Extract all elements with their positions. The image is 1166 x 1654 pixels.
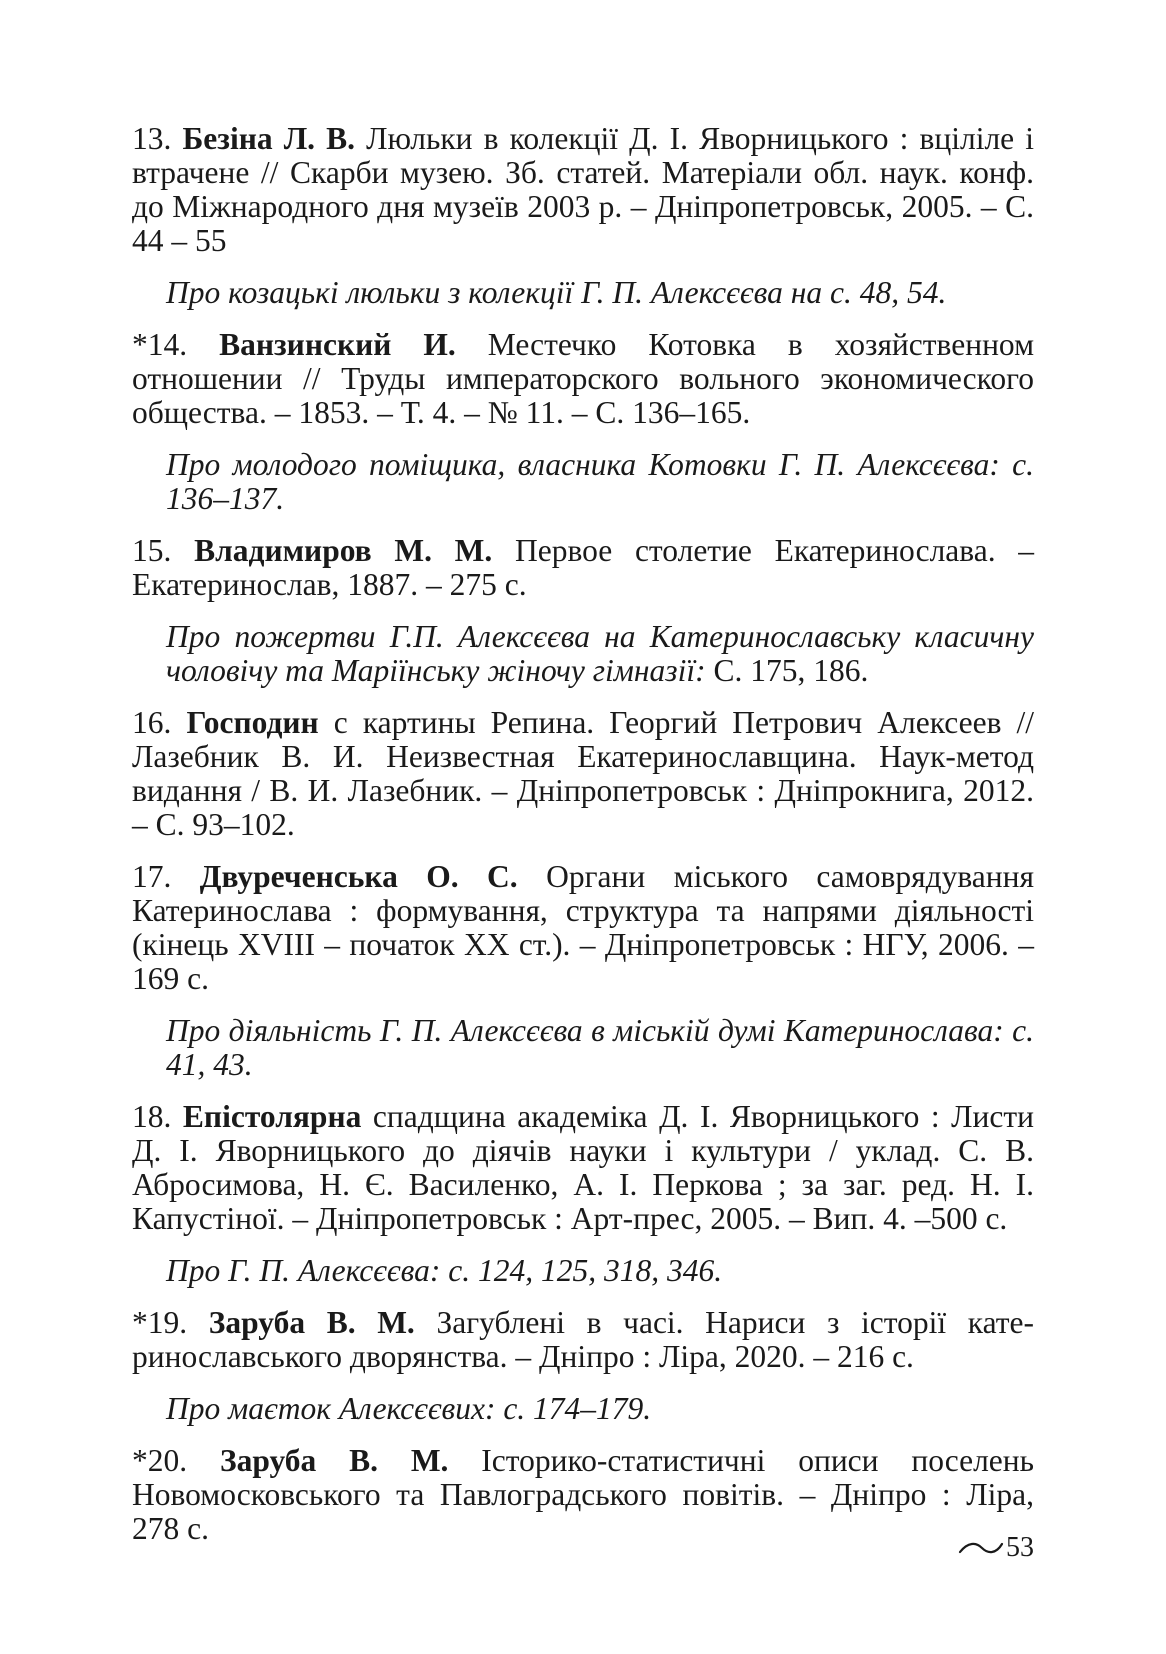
entry-number: *14. — [132, 327, 188, 362]
entry-text: Загублені в часі. Нариси з історії катеринославського дворянства. – Дніпро : Ліра, 2020. – 216 с. — [132, 1305, 1034, 1374]
entry-text: спадщина академіка Д. І. Яворницького : Листи Д. І. Яворницького до діячів науки і культури / уклад. С. В. Абросимова, Н. Є. Василенко, А. І. Перкова ; за заг. ред. Н. І. Капустіної. – Дніпропетровськ : Арт-прес, 2005. – Вип. 4. –500 с. — [132, 1099, 1035, 1236]
entry-note-19: Про маєток Алексєєвих: с. 174–179. — [166, 1391, 652, 1426]
entry-number: 18. — [132, 1099, 172, 1134]
tilde-ornament-icon — [958, 1540, 1004, 1556]
entry-author: Заруба В. М. — [208, 1305, 415, 1340]
entry-author: Безіна Л. В. — [182, 121, 356, 156]
entry-author: Господин — [186, 705, 319, 740]
entry-text: Первое столетие Екатеринослава. – Екатеринослав, 1887. – 275 с. — [132, 533, 1035, 602]
entry-author: Двуреченська О. С. — [199, 859, 518, 894]
entry-note-text: Про пожертви Г.П. Алексєєва на Катеринославську класичну чоловічу та Маріїнську жіночу гімназії: — [166, 619, 1034, 688]
bibliography-entry-19 — [132, 1306, 1034, 1374]
bibliography-entry-15 — [132, 534, 1034, 602]
entry-number: 17. — [132, 859, 172, 894]
entry-text: Местечко Котовка в хозяйственном отношении // Труды императорского вольного экономического общества. – 1853. – Т. 4. – № 11. – С. 136–165. — [132, 327, 1035, 430]
bibliography-entry-13 — [132, 122, 1034, 258]
bibliography-entry-14 — [132, 328, 1034, 430]
page-footer — [958, 1532, 1034, 1564]
entry-note-15 — [166, 620, 1034, 688]
entry-text: Органи міського самоврядування Катеринослава : формування, структура та напрями діяльності (кінець XVIII – початок XX ст.). – Дніпропетровськ : НГУ, 2006. – 169 с. — [132, 859, 1034, 996]
entry-number: 13. — [132, 121, 172, 156]
entry-note-14: Про молодого поміщика, власника Котовки Г. П. Алексєєва: с. 136–137. — [166, 447, 1034, 516]
entry-number: *20. — [132, 1443, 188, 1478]
entry-text: Люльки в колекції Д. І. Яворницького : вціліле і втрачене // Скарби музею. Зб. статей. Матеріали обл. наук. конф. до Міжнародного дня музеїв 2003 р. – Дніпропетровськ, 2005. – С. 44 – 55 — [132, 121, 1035, 258]
entry-number: *19. — [132, 1305, 188, 1340]
entry-author: Владимиров М. М. — [194, 533, 493, 568]
entry-number: 15. — [132, 533, 172, 568]
entry-text: с картины Репина. Георгий Петрович Алексеев // Лазебник В. И. Неизвестная Екатеринославщина. Наук-метод видання / В. И. Лазебник. – Дніпропетровськ : Дніпрокнига, 2012. – С. 93–102. — [132, 705, 1035, 842]
bibliography-entry-16 — [132, 706, 1034, 842]
entry-author: Заруба В. М. — [219, 1443, 449, 1478]
page-number: 53 — [1006, 1532, 1034, 1563]
entry-author: Ванзинский И. — [219, 327, 456, 362]
bibliography-entry-18 — [132, 1100, 1034, 1236]
entry-author: Епістолярна — [182, 1099, 362, 1134]
entry-note-pages: С. 175, 186. — [705, 653, 869, 688]
bibliography-entry-20 — [132, 1444, 1034, 1546]
entry-note-18: Про Г. П. Алексєєва: с. 124, 125, 318, 346. — [166, 1253, 723, 1288]
bibliography-page — [132, 122, 1034, 1564]
entry-note-13: Про козацькі люльки з колекції Г. П. Алексєєва на с. 48, 54. — [166, 275, 947, 310]
bibliography-entry-17 — [132, 860, 1034, 996]
entry-note-17: Про діяльність Г. П. Алексєєва в міській думі Катеринослава: с. 41, 43. — [166, 1013, 1034, 1082]
entry-number: 16. — [132, 705, 172, 740]
entry-text: Історико-статистичні описи поселень Новомосковського та Павлоградського повітів. – Дніпро : Ліра, 278 с. — [132, 1443, 1035, 1546]
